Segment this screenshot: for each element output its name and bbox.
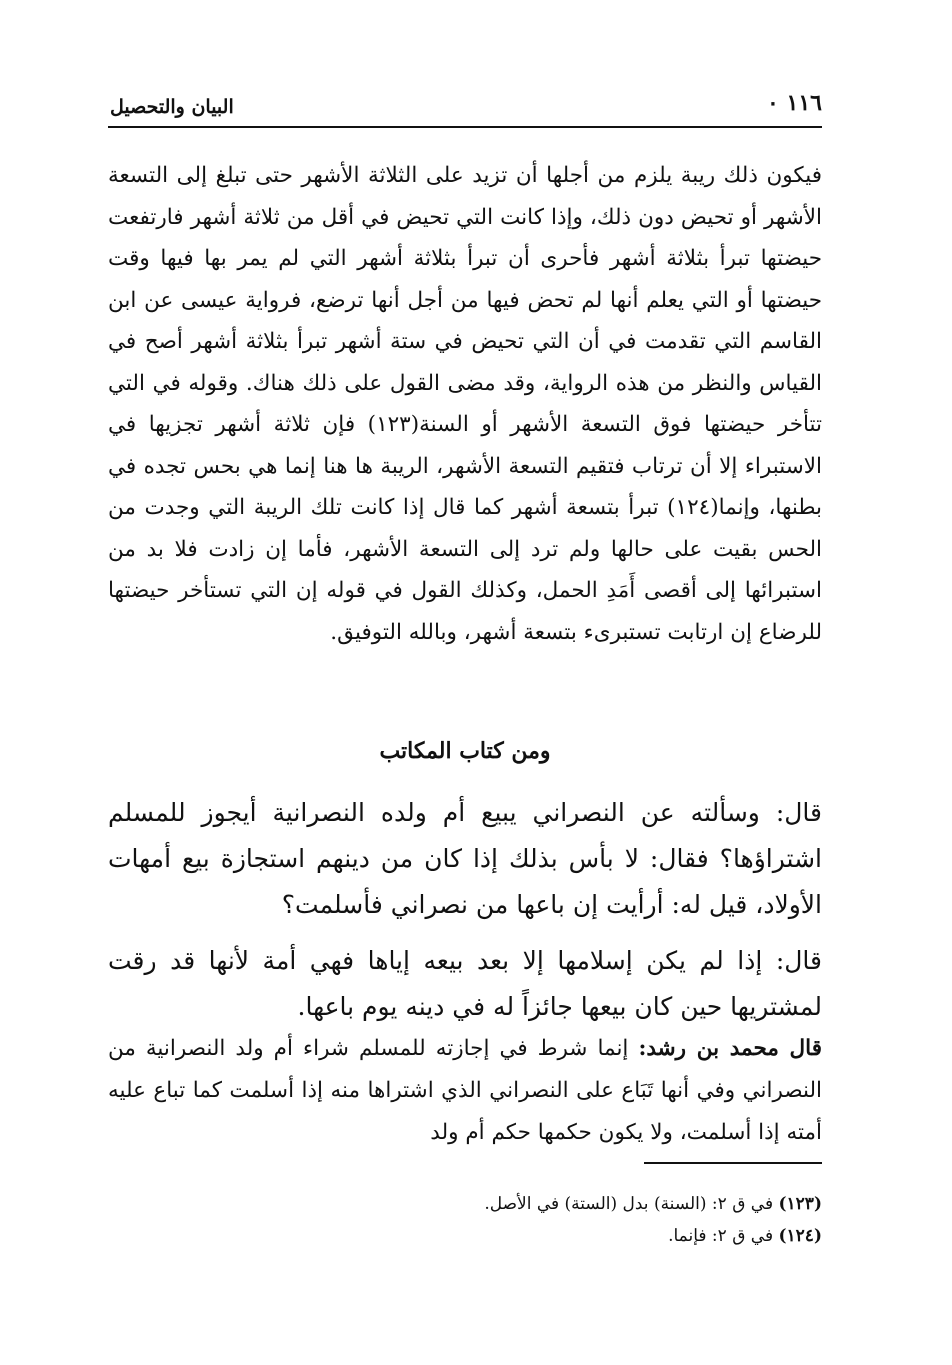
page-number: ١١٦ <box>786 90 822 116</box>
page-header <box>108 86 822 128</box>
footnote-ref-124: (١٢٤) <box>667 495 719 520</box>
main-paragraph <box>108 155 822 653</box>
footnote-124 <box>108 1220 822 1252</box>
paragraph-part-3: تبرأ بتسعة أشهر كما قال إذا كانت تلك الريبة التي وجدت من الحس بقيت على حالها ولم ترد إلى التسعة الأشهر، فأما إن زادت فلا بد من استبرائها إلى أقصى أَمَدِ الحمل، وكذلك القول في قوله إن التي تستأخر حيضتها للرضاع إن ارتابت تستبرىء بتسعة أشهر، وبالله التوفيق. <box>108 495 822 645</box>
footnote-text: في ق ٢: (السنة) بدل (الستة) في الأصل. <box>484 1194 774 1214</box>
paragraph-part-2: فإن ثلاثة أشهر تجزيها في الاستبراء إلا أن ترتاب فتقيم التسعة الأشهر، الريبة ها هنا إنما هي بحس تجده في بطنها، وإنما <box>108 412 822 520</box>
answer-text: قال: إذا لم يكن إسلامها إلا بعد بيعه إياها فهي أمة لأنها قد رقت لمشتريها حين كان بيعها جائزاً له في دينه يوم باعها. <box>108 946 822 1021</box>
footnote-mark: (١٢٣) <box>778 1194 822 1214</box>
commentary-block <box>108 1028 822 1154</box>
question-text: قال: وسألته عن النصراني يبيع أم ولده النصرانية أيجوز للمسلم اشتراؤها؟ فقال: لا بأس بذلك إذا كان من دينهم استجازة بيع أمهات الأولاد، قيل له: أرأيت إن باعها من نصراني فأسلمت؟ <box>108 798 822 919</box>
running-title: البيان والتحصيل <box>110 96 234 118</box>
question-answer-block <box>108 790 822 1030</box>
header-separator: ٠ <box>767 90 779 116</box>
footnote-separator <box>644 1162 822 1164</box>
footnote-text: في ق ٢: فإنما. <box>668 1226 774 1246</box>
commentary-text: إنما شرط في إجازته للمسلم شراء أم ولد النصرانية من النصراني وفي أنها تَبَاع على النصراني الذي اشتراها منه إذا أسلمت كما تباع عليه أمته إذا أسلمت، ولا يكون حكمها حكم أم ولد <box>108 1036 822 1145</box>
footnote-mark: (١٢٤) <box>778 1226 822 1246</box>
section-title: ومن كتاب المكاتب <box>379 738 551 764</box>
commentary-author: قال محمد بن رشد: <box>638 1036 823 1061</box>
footnote-ref-123: (١٢٣) <box>367 412 420 437</box>
footnote-123 <box>108 1188 822 1220</box>
footnotes <box>108 1188 822 1252</box>
page-number-group <box>767 90 822 116</box>
paragraph-part-1: فيكون ذلك ريبة يلزم من أجلها أن تزيد على الثلاثة الأشهر حتى تبلغ إلى التسعة الأشهر أو تحيض دون ذلك، وإذا كانت التي تحيض في أقل من ثلاثة أشهر فارتفعت حيضتها تبرأ بثلاثة أشهر فأحرى أن تبرأ بثلاثة أشهر التي لم يمر بها فيها وقت حيضتها أو التي يعلم أنها لم تحض فيها من أجل أنها ترضع، فرواية عيسى عن ابن القاسم التي تقدمت في أن التي تحيض في ستة أشهر تبرأ بثلاثة أشهر أصح في القياس والنظر من هذه الرواية، وقد مضى القول على ذلك هناك. وقوله في التي تتأخر حيضتها فوق التسعة الأشهر أو السنة <box>108 163 823 437</box>
